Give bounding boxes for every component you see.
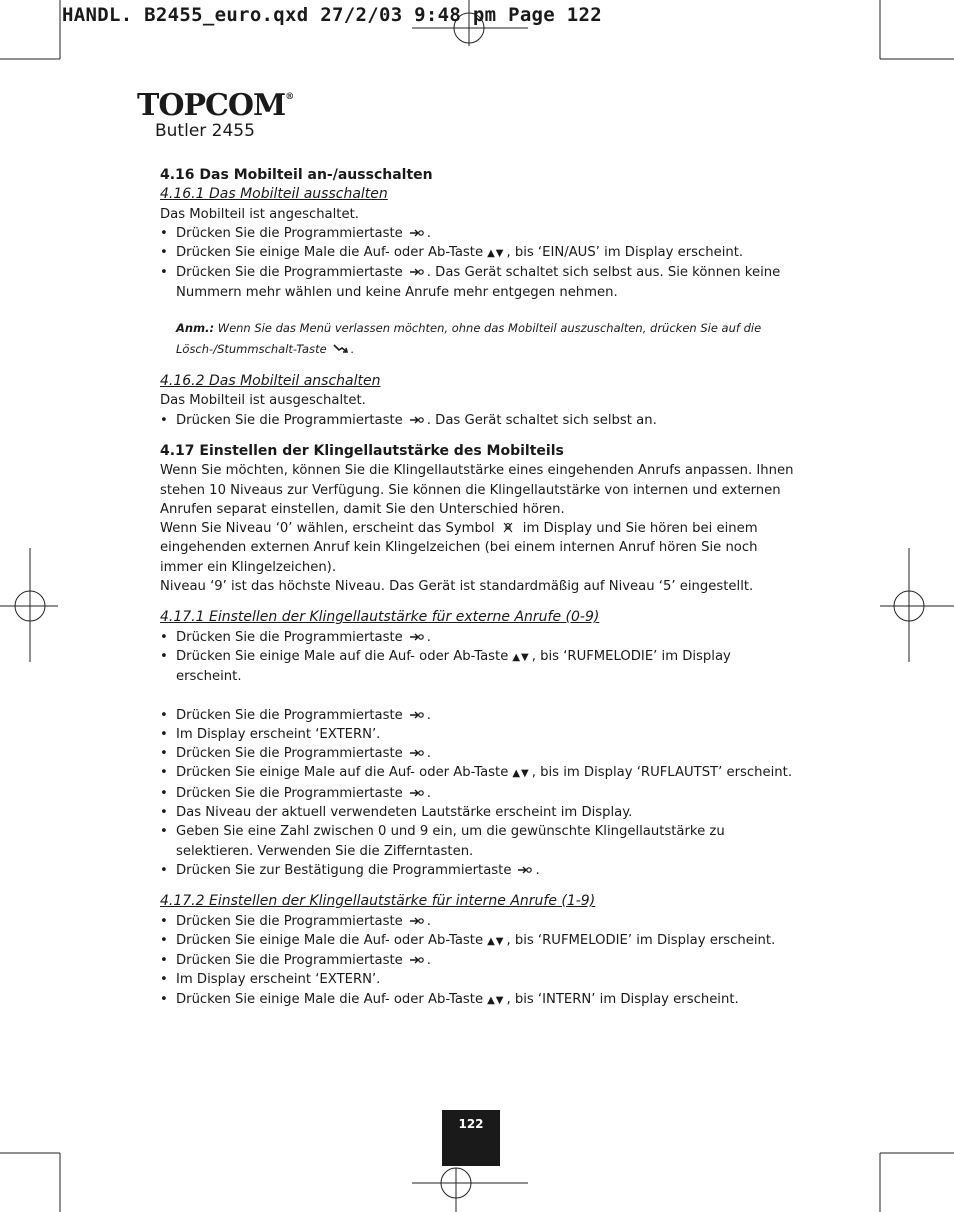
section-4-17-para-3: Niveau ‘9’ ist das höchste Niveau. Das Gerät ist standardmäßig auf Niveau ‘5’ eingestellt. [160, 579, 754, 595]
section-4-17-title: 4.17 Einstellen der Klingellautstärke des Mobilteils [160, 442, 564, 459]
section-4-16-2-steps [160, 411, 800, 430]
program-key-icon [409, 954, 425, 965]
list-item: • Drücken Sie die Programmiertaste . Das Gerät schaltet sich selbst aus. Sie können keine Nummern mehr wählen und keine Anrufe mehr entgegen nehmen. [160, 263, 800, 302]
program-key-icon [517, 864, 533, 875]
list-item: • Das Niveau der aktuell verwendeten Lautstärke erscheint im Display. [160, 803, 800, 822]
section-4-16-2-title: 4.16.2 Das Mobilteil anschalten [160, 373, 381, 390]
section-4-16-2-intro: Das Mobilteil ist ausgeschaltet. [160, 393, 366, 409]
section-4-16-1-intro: Das Mobilteil ist angeschaltet. [160, 206, 359, 222]
program-key-icon [409, 631, 425, 642]
program-key-icon [409, 915, 425, 926]
program-key-icon [409, 227, 425, 238]
section-4-17-2-steps [160, 912, 800, 1010]
list-item: • Im Display erscheint ‘EXTERN’. [160, 970, 800, 989]
ringer-off-icon [501, 522, 517, 533]
list-item: • Drücken Sie die Programmiertaste . [160, 744, 800, 763]
model-name: Butler 2455 [155, 121, 255, 141]
page-number: 122 [442, 1110, 500, 1166]
program-key-icon [409, 787, 425, 798]
section-4-17-1-title: 4.17.1 Einstellen der Klingellautstärke für externe Anrufe (0-9) [160, 609, 600, 626]
list-item: • Drücken Sie die Programmiertaste . [160, 224, 800, 243]
list-item: • Drücken Sie einige Male die Auf- oder Ab-Taste ▲▼ , bis ‘RUFMELODIE’ im Display erscheint. [160, 931, 800, 951]
list-item: • Drücken Sie die Programmiertaste . [160, 912, 800, 931]
list-item: • Drücken Sie die Programmiertaste . [160, 784, 800, 803]
up-down-arrows-icon: ▲▼ [512, 651, 530, 663]
list-item: • Drücken Sie die Programmiertaste . Das Gerät schaltet sich selbst an. [160, 411, 800, 430]
list-item: • Drücken Sie einige Male auf die Auf- oder Ab-Taste ▲▼ , bis ‘RUFMELODIE’ im Display erscheint. [160, 647, 800, 687]
topcom-logo: TOPCOM® [137, 88, 294, 123]
section-4-17-1-steps-cont [160, 706, 800, 881]
program-key-icon [409, 747, 425, 758]
program-key-icon [409, 414, 425, 425]
section-4-17-para-1: Wenn Sie möchten, können Sie die Klingellautstärke eines eingehenden Anrufs anpassen. Ihnen stehen 10 Niveaus zur Verfügung. Sie können die Klingellautstärke von internen und externen Anrufen separat einstellen, damit Sie den Unterschied hören. [160, 463, 794, 517]
list-item: • Drücken Sie die Programmiertaste . [160, 706, 800, 725]
logo-text: TOPCOM [137, 88, 286, 123]
list-item: • Drücken Sie die Programmiertaste . [160, 628, 800, 647]
up-down-arrows-icon: ▲▼ [487, 248, 505, 260]
section-4-16-1-title: 4.16.1 Das Mobilteil ausschalten [160, 186, 388, 203]
print-header: HANDL. B2455_euro.qxd 27/2/03 9:48 pm Page 122 [62, 4, 602, 26]
section-4-17-para-2: Wenn Sie Niveau ‘0’ wählen, erscheint das Symbol im Display und Sie hören bei einem eingehenden externen Anruf kein Klingelzeichen (bei einem internen Anruf hören Sie noch immer ein Klingelzeichen). [160, 521, 758, 575]
list-item: • Drücken Sie einige Male auf die Auf- oder Ab-Taste ▲▼ , bis im Display ‘RUFLAUTST’ erscheint. [160, 763, 800, 783]
section-4-16-1-steps [160, 224, 800, 302]
section-4-17-1-steps [160, 628, 800, 687]
program-key-icon [409, 266, 425, 277]
mute-key-icon [333, 343, 349, 354]
list-item: • Drücken Sie einige Male die Auf- oder Ab-Taste ▲▼ , bis ‘EIN/AUS’ im Display erscheint. [160, 243, 800, 263]
list-item: • Drücken Sie einige Male die Auf- oder Ab-Taste ▲▼ , bis ‘INTERN’ im Display erscheint. [160, 990, 800, 1010]
section-4-17-2-title: 4.17.2 Einstellen der Klingellautstärke für interne Anrufe (1-9) [160, 893, 596, 910]
manual-content [160, 166, 800, 1010]
list-item: • Drücken Sie die Programmiertaste . [160, 951, 800, 970]
note: Anm.: Wenn Sie das Menü verlassen möchten, ohne das Mobilteil auszuschalten, drücken Sie auf die Lösch-/Stummschalt-Taste . [176, 321, 762, 357]
up-down-arrows-icon: ▲▼ [487, 935, 505, 947]
up-down-arrows-icon: ▲▼ [512, 768, 530, 780]
up-down-arrows-icon: ▲▼ [487, 994, 505, 1006]
program-key-icon [409, 709, 425, 720]
list-item: • Drücken Sie zur Bestätigung die Programmiertaste . [160, 861, 800, 880]
list-item: • Im Display erscheint ‘EXTERN’. [160, 725, 800, 744]
section-4-16-title: 4.16 Das Mobilteil an-/ausschalten [160, 167, 433, 183]
list-item: • Geben Sie eine Zahl zwischen 0 und 9 ein, um die gewünschte Klingellautstärke zu selektieren. Verwenden Sie die Zifferntasten. [160, 822, 800, 861]
